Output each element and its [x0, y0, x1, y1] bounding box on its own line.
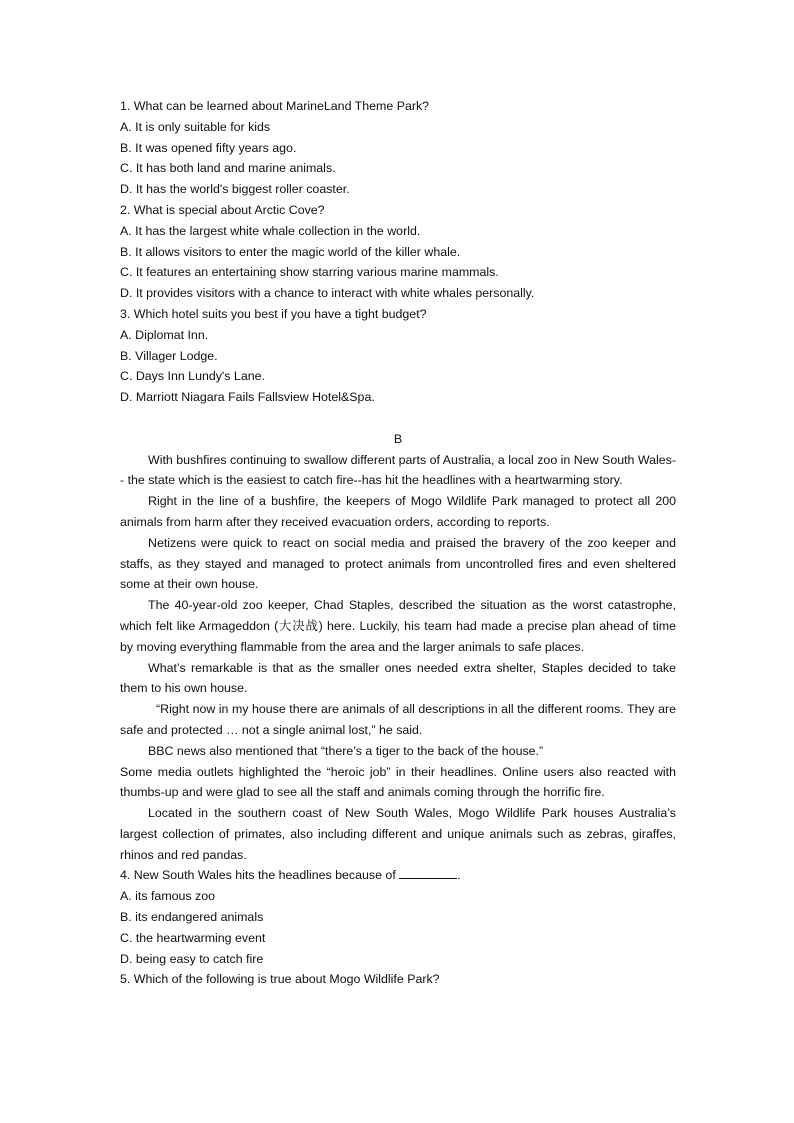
option-d: D. Marriott Niagara Fails Fallsview Hotel&Spa. [120, 390, 375, 405]
option-b: B. It was opened fifty years ago. [120, 140, 297, 155]
passage-paragraph: The 40-year-old zoo keeper, Chad Staples, described the situation as the worst catastrophe, which felt like Armageddon (大决战) here. Luckily, his team had made a precise plan ahead of time by moving everything flammable from the area and the larger animals to safe places. [120, 598, 676, 654]
passage-paragraph: Located in the southern coast of New South Wales, Mogo Wildlife Park houses Australia’s largest collection of primates, also including different and unique animals such as zebras, giraffes, rhinos and red pandas. [120, 806, 676, 862]
option-b: B. its endangered animals [120, 910, 264, 925]
passage-paragraph: BBC news also mentioned that “there’s a tiger to the back of the house.” [148, 743, 544, 758]
option-a: A. its famous zoo [120, 889, 216, 904]
option-d: D. being easy to catch fire [120, 951, 264, 966]
question-5 [120, 969, 676, 990]
passage-paragraph: With bushfires continuing to swallow different parts of Australia, a local zoo in New South Wales-- the state which is the easiest to catch fire--has hit the headlines with a heartwarming story. [120, 452, 676, 488]
passage-paragraph: Right in the line of a bushfire, the keepers of Mogo Wildlife Park managed to protect all 200 animals from harm after they received evacuation orders, according to reports. [120, 494, 676, 529]
question-stem: 5. Which of the following is true about Mogo Wildlife Park? [120, 972, 440, 987]
passage [120, 450, 676, 866]
section-heading: B [393, 431, 403, 446]
option-a: A. It is only suitable for kids [120, 119, 271, 134]
option-d: D. It provides visitors with a chance to interact with white whales personally. [120, 286, 535, 301]
option-a: A. Diplomat Inn. [120, 327, 209, 342]
option-c: C. the heartwarming event [120, 930, 266, 945]
question-stem: 1. What can be learned about MarineLand Theme Park? [120, 99, 430, 113]
passage-paragraph: Some media outlets highlighted the “heroic job” in their headlines. Online users also reacted with thumbs-up and were glad to see all the staff and animals coming through the horrific fire. [120, 764, 676, 800]
passage-paragraph: What’s remarkable is that as the smaller ones needed extra shelter, Staples decided to take them to his own house. [120, 660, 676, 696]
option-c: C. Days Inn Lundy's Lane. [120, 369, 265, 384]
option-a: A. It has the largest white whale collection in the world. [120, 223, 421, 238]
option-d: D. It has the world's biggest roller coaster. [120, 182, 350, 197]
document-page [120, 96, 676, 990]
option-b: B. It allows visitors to enter the magic world of the killer whale. [120, 244, 461, 259]
question-stem: 4. New South Wales hits the headlines because of . [120, 868, 461, 883]
question-2 [120, 200, 676, 304]
question-stem: 2. What is special about Arctic Cove? [120, 202, 325, 217]
question-1 [120, 96, 676, 200]
question-4 [120, 865, 676, 969]
option-b: B. Villager Lodge. [120, 348, 218, 363]
option-c: C. It has both land and marine animals. [120, 161, 336, 176]
passage-paragraph: “Right now in my house there are animals of all descriptions in all the different rooms. They are safe and protected … not a single animal lost,” he said. [120, 702, 676, 737]
question-stem: 3. Which hotel suits you best if you have a tight budget? [120, 306, 427, 321]
answer-blank[interactable] [399, 866, 457, 879]
passage-paragraph: Netizens were quick to react on social media and praised the bravery of the zoo keeper and staffs, as they stayed and managed to protect animals from uncontrolled fires and even sheltered some at their own house. [120, 535, 676, 592]
question-3 [120, 304, 676, 408]
option-c: C. It features an entertaining show starring various marine mammals. [120, 265, 499, 280]
